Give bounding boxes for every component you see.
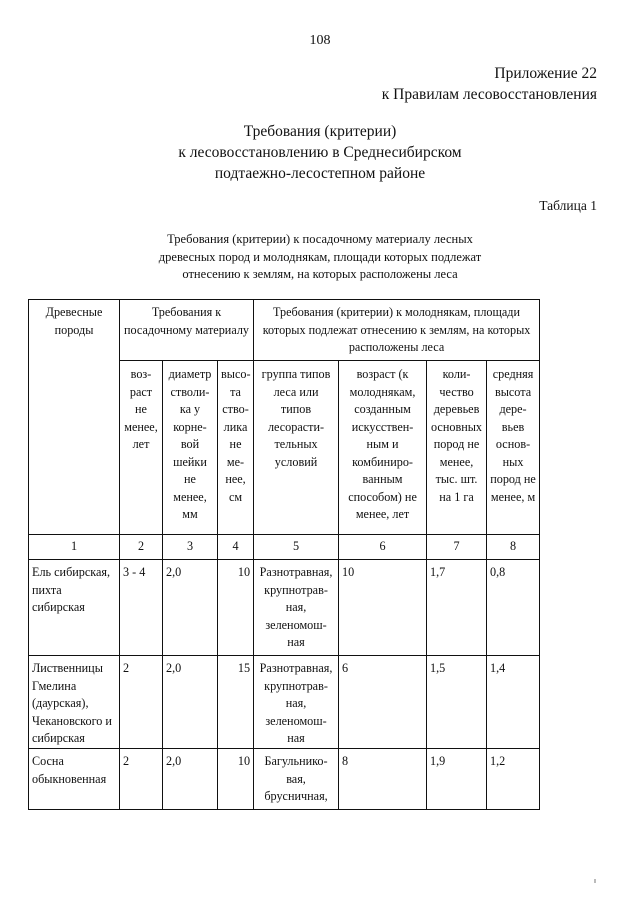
table-row [29, 749, 540, 810]
header-species: Древесные породы [29, 300, 120, 535]
cell-tree-count: 1,5 [427, 656, 487, 749]
cell-tree-count: 1,9 [427, 749, 487, 810]
requirements-table [28, 299, 540, 810]
cell-average-height: 1,2 [487, 749, 540, 810]
cell-species: Лиственницы Гмелина (даурская), Чекановского и сибирская [29, 656, 120, 749]
column-number: 7 [427, 535, 487, 560]
cell-diameter: 2,0 [163, 560, 218, 656]
cell-height: 10 [218, 749, 254, 810]
cell-height: 10 [218, 560, 254, 656]
appendix-line-1: Приложение 22 [494, 65, 597, 82]
scan-speck [594, 879, 596, 883]
subheader-height: высо-та ство-лика не ме-нее, см [218, 361, 254, 535]
cell-age: 3 - 4 [120, 560, 163, 656]
subheader-tree-count: коли-чество деревьев основных пород не менее, тыс. шт. на 1 га [427, 361, 487, 535]
column-number: 8 [487, 535, 540, 560]
caption-line-2: древесных пород и молоднякам, площади которых подлежат [158, 249, 482, 264]
header-young-stands: Требования (критерии) к молоднякам, площади которых подлежат отнесению к землям, на которых расположены леса [254, 300, 540, 361]
page-number: 108 [309, 33, 331, 48]
subheader-diameter: диаметр стволи-ка у корне-вой шейки не менее, мм [163, 361, 218, 535]
cell-age: 2 [120, 656, 163, 749]
cell-tree-count: 1,7 [427, 560, 487, 656]
cell-species: Сосна обыкновенная [29, 749, 120, 810]
cell-forest-types: Разнотравная, крупнотрав-ная, зеленомош-ная [254, 560, 339, 656]
cell-diameter: 2,0 [163, 656, 218, 749]
table-row [29, 656, 540, 749]
caption-line-1: Требования (критерии) к посадочному материалу лесных [167, 232, 473, 246]
cell-young-age: 10 [339, 560, 427, 656]
column-number: 4 [218, 535, 254, 560]
cell-young-age: 6 [339, 656, 427, 749]
column-number: 5 [254, 535, 339, 560]
cell-height: 15 [218, 656, 254, 749]
title-line-2: к лесовосстановлению в Среднесибирском [178, 144, 462, 161]
table-row [29, 560, 540, 656]
subheader-average-height: средняя высота дере-вьев основ-ных пород не менее, м [487, 361, 540, 535]
cell-diameter: 2,0 [163, 749, 218, 810]
column-number: 6 [339, 535, 427, 560]
column-number: 3 [163, 535, 218, 560]
column-number-row [29, 535, 540, 560]
title-line-3: подтаежно-лесостепном районе [214, 165, 426, 182]
cell-forest-types: Багульнико-вая, брусничная, [254, 749, 339, 810]
cell-age: 2 [120, 749, 163, 810]
subheader-forest-types: группа типов леса или типов лесорасти-тельных условий [254, 361, 339, 535]
subheader-age: воз-раст не менее, лет [120, 361, 163, 535]
table-caption [0, 231, 640, 284]
document-title [0, 121, 640, 184]
appendix-line-2: к Правилам лесовосстановления [381, 86, 597, 103]
cell-forest-types: Разнотравная, крупнотрав-ная, зеленомош-ная [254, 656, 339, 749]
column-number: 1 [29, 535, 120, 560]
cell-species: Ель сибирская, пихта сибирская [29, 560, 120, 656]
cell-average-height: 0,8 [487, 560, 540, 656]
caption-line-3: отнесению к землям, на которых расположены леса [182, 267, 458, 281]
header-planting-material: Требования к посадочному материалу [120, 300, 254, 361]
subheader-young-age: возраст (к молоднякам, созданным искусствен-ным и комбиниро-ванным способом) не менее, лет [339, 361, 427, 535]
column-number: 2 [120, 535, 163, 560]
cell-young-age: 8 [339, 749, 427, 810]
table-label: Таблица 1 [539, 198, 597, 213]
appendix-reference [382, 63, 597, 105]
cell-average-height: 1,4 [487, 656, 540, 749]
title-line-1: Требования (критерии) [243, 123, 397, 140]
header-row-main [29, 300, 540, 361]
